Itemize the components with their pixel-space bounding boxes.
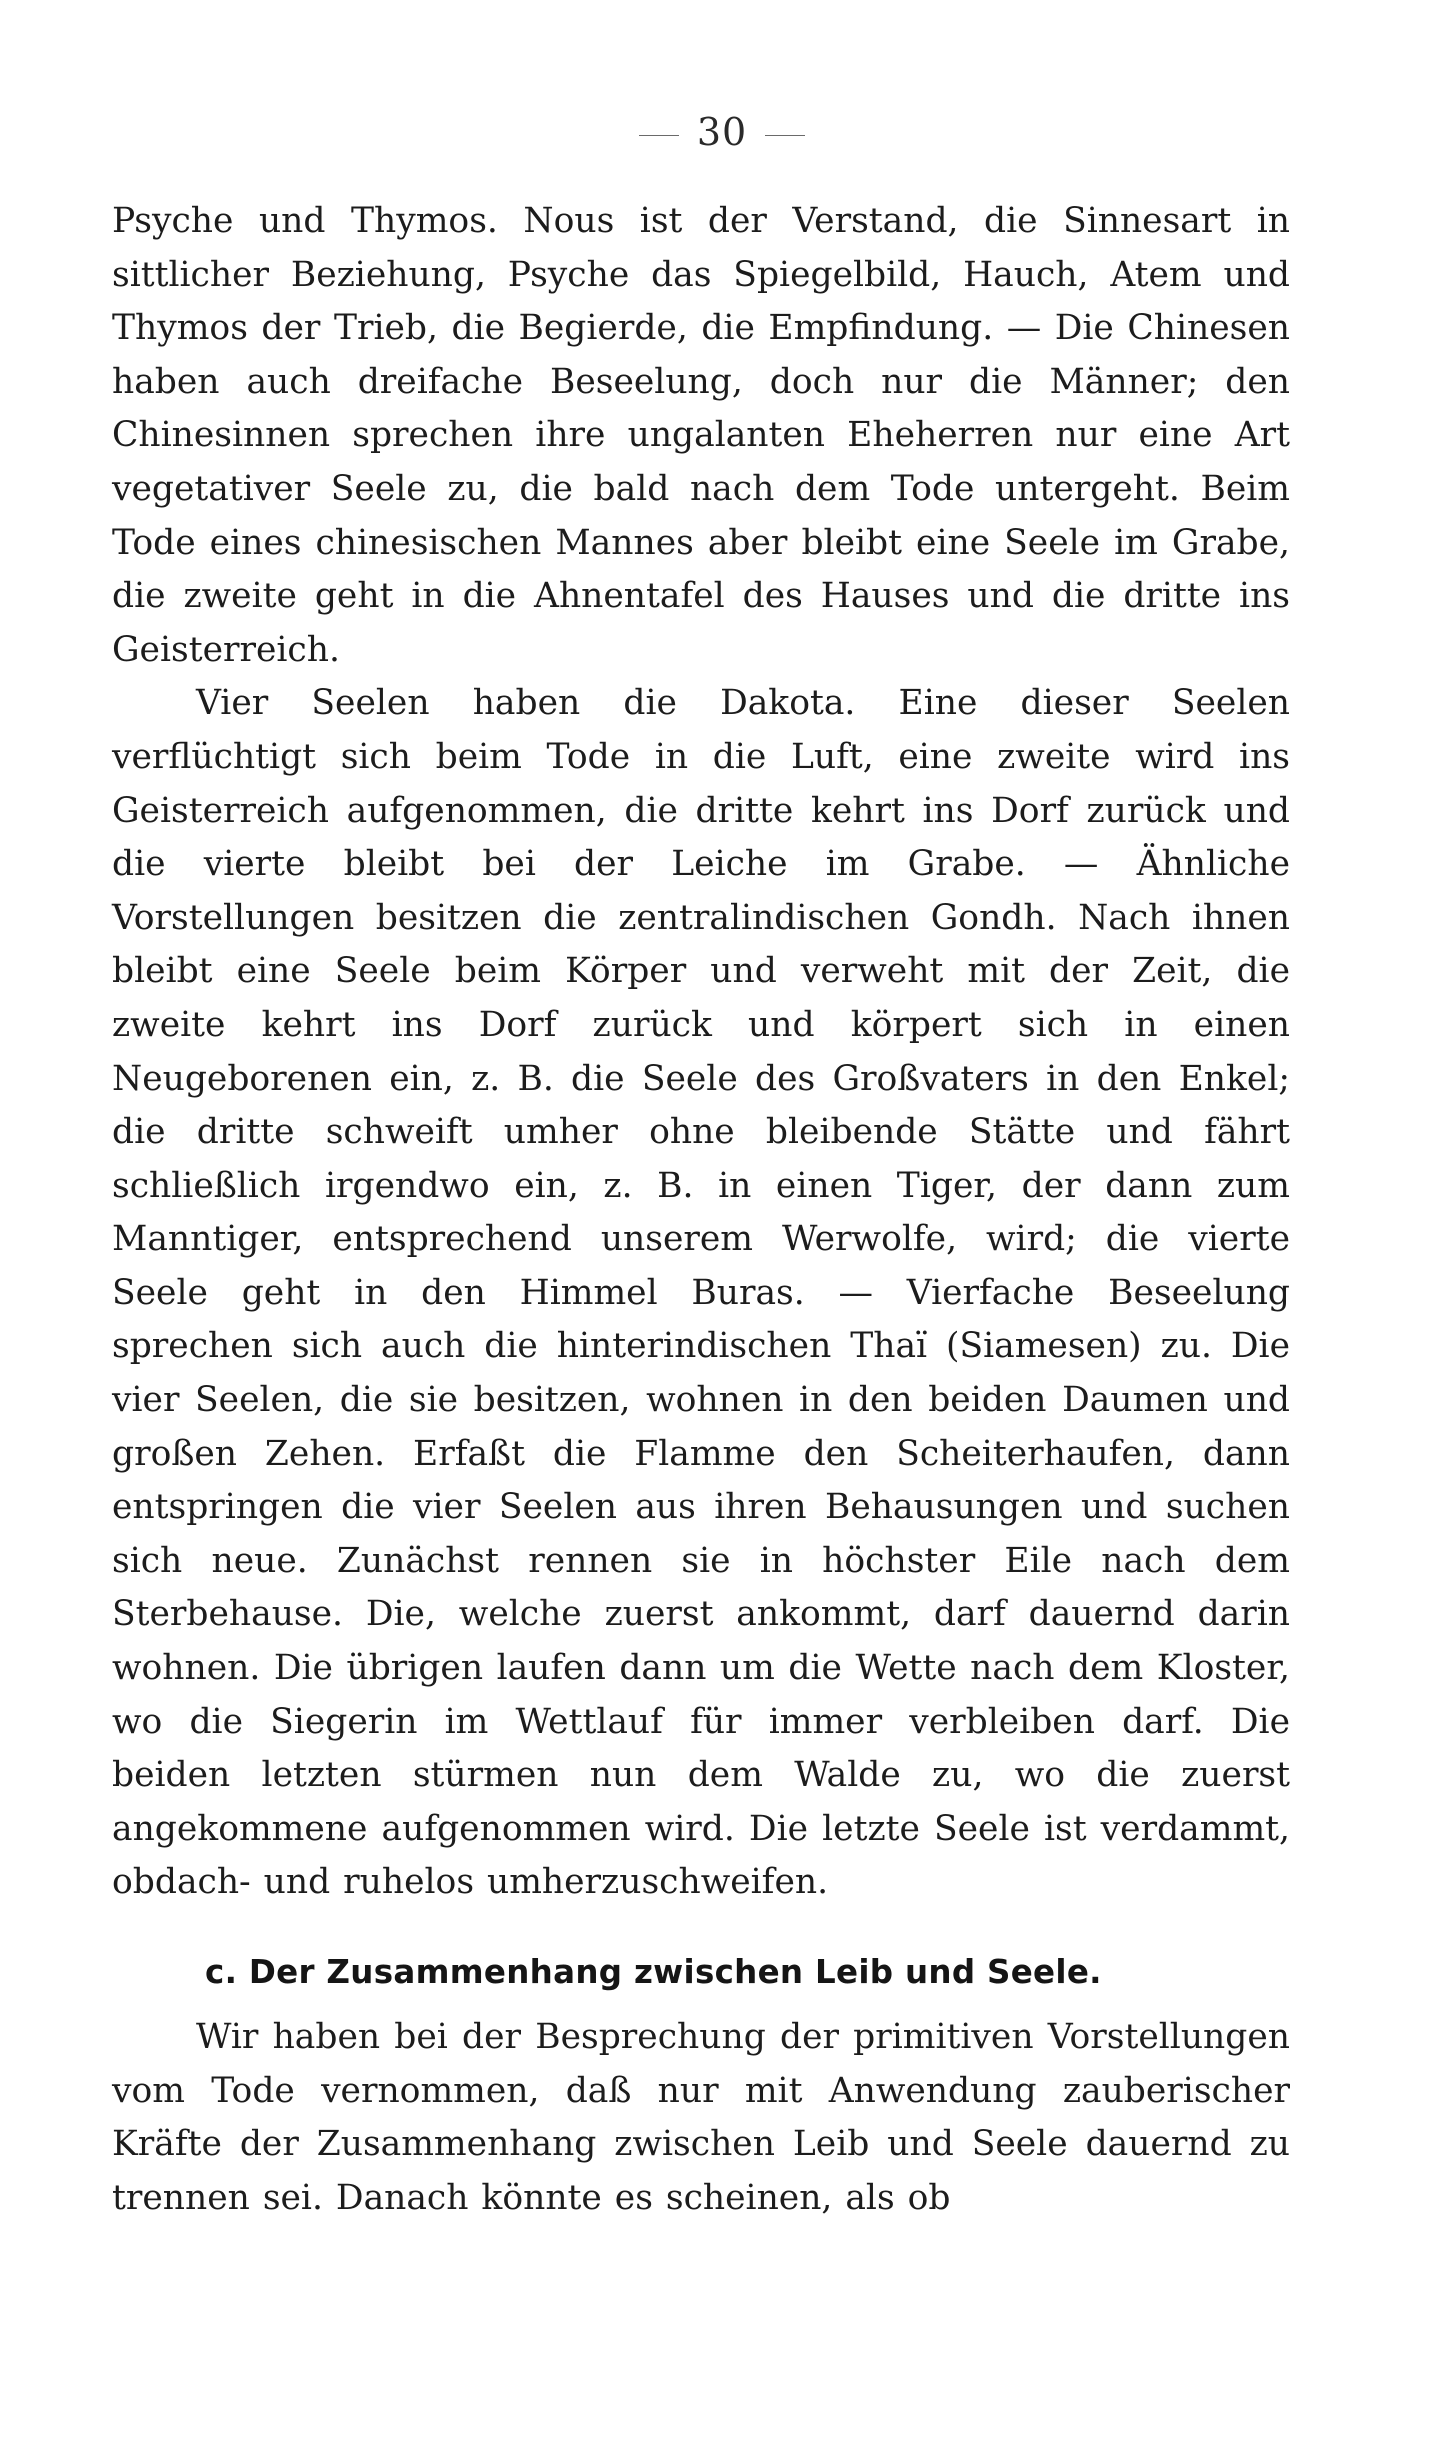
paragraph-body-soul-connection: Wir haben bei der Besprechung der primitiven Vorstellungen vom Tode vernommen, daß nur mit Anwendung zauberischer Kräfte der Zusammenhang zwischen Leib und Seele dauernd zu trennen sei. Danach könnte es scheinen, als ob <box>112 2017 1290 2218</box>
section-heading: c. Der Zusammenhang zwischen Leib und Seele. <box>205 1953 1102 1991</box>
paragraph-four-souls: Vier Seelen haben die Dakota. Eine dieser Seelen verflüchtigt sich beim Tode in die Luft, eine zweite wird ins Geisterreich aufgenommen, die dritte kehrt ins Dorf zurück und die vierte bleibt bei der Leiche im Grabe. — Ähnliche Vorstellungen besitzen die zentralindischen Gondh. Nach ihnen bleibt eine Seele beim Körper und verweht mit der Zeit, die zweite kehrt ins Dorf zurück und körpert sich in einen Neugeborenen ein, z. B. die Seele des Großvaters in den Enkel; die dritte schweift umher ohne bleibende Stätte und fährt schließlich irgendwo ein, z. B. in einen Tiger, der dann zum Manntiger, entsprechend unserem Werwolfe, wird; die vierte Seele geht in den Himmel Buras. — Vierfache Beseelung sprechen sich auch die hinterindischen Thaï (Siamesen) zu. Die vier Seelen, die sie besitzen, wohnen in den beiden Daumen und großen Zehen. Erfaßt die Flamme den Scheiterhaufen, dann entspringen die vier Seelen aus ihren Behausungen und suchen sich neue. Zunächst rennen sie in höchster Eile nach dem Sterbehause. Die, welche zuerst ankommt, darf dauernd darin wohnen. Die übrigen laufen dann um die Wette nach dem Kloster, wo die Siegerin im Wettlauf für immer verbleiben darf. Die beiden letzten stürmen nun dem Walde zu, wo die zuerst angekommene aufgenommen wird. Die letzte Seele ist verdammt, obdach- und ruhelos umherzuschweifen. <box>112 683 1290 1903</box>
paragraph-souls-thymos: Psyche und Thymos. Nous ist der Verstand, die Sinnesart in sittlicher Beziehung, Psyche das Spiegelbild, Hauch, Atem und Thymos der Trieb, die Begierde, die Empfindung. — Die Chinesen haben auch dreifache Beseelung, doch nur die Männer; den Chinesinnen sprechen ihre ungalanten Eheherren nur eine Art vegetativer Seele zu, die bald nach dem Tode untergeht. Beim Tode eines chinesischen Mannes aber bleibt eine Seele im Grabe, die zweite geht in die Ahnentafel des Hauses und die dritte ins Geisterreich. <box>112 201 1290 670</box>
page-header <box>0 110 1444 154</box>
page-number: 30 <box>696 110 748 154</box>
header-dash-left <box>639 135 679 136</box>
body-text <box>112 195 1290 2225</box>
header-dash-right <box>765 135 805 136</box>
